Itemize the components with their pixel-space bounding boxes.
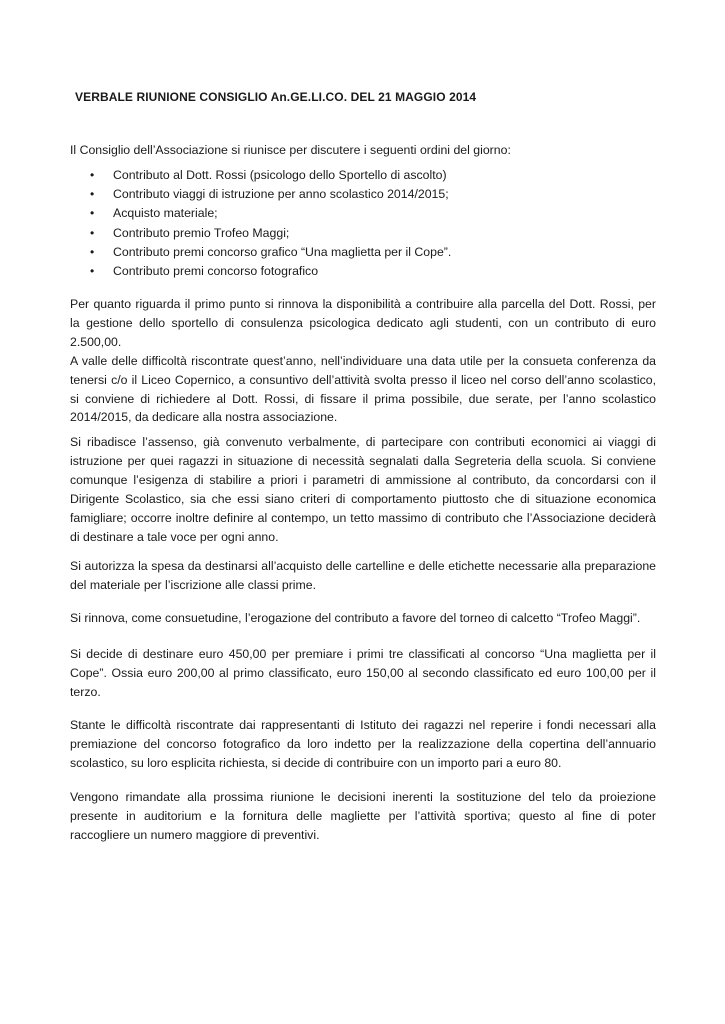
paragraph-line: Stante le difficoltà riscontrate dai rappresentanti di Istituto dei ragazzi nel reperire i fondi necessari alla [70, 718, 656, 732]
agenda-item [70, 224, 451, 243]
agenda-item [70, 204, 451, 223]
paragraph-line: Si autorizza la spesa da destinarsi all’acquisto delle cartelline e delle etichette necessarie alla preparazione [70, 559, 656, 573]
agenda-item [70, 166, 451, 185]
document-title: VERBALE RIUNIONE CONSIGLIO An.GE.LI.CO. DEL 21 MAGGIO 2014 [75, 90, 477, 104]
agenda-item [70, 185, 451, 204]
paragraph-concorso-grafico [70, 645, 656, 702]
paragraph-line: Vengono rimandate alla prossima riunione le decisioni inerenti la sostituzione del telo da proiezione [70, 790, 656, 804]
paragraph-line: si conviene di richiedere al Dott. Rossi, di fissare il prima possibile, due serate, per l’anno scolastico [70, 391, 656, 406]
paragraph-line: A valle delle difficoltà riscontrate quest’anno, nell’individuare una data utile per la consueta conferenza da [70, 353, 656, 368]
paragraph-line: terzo. [70, 684, 101, 699]
agenda-item [70, 243, 451, 262]
bullet-icon: • [90, 263, 95, 278]
bullet-icon: • [90, 206, 95, 221]
agenda-item [70, 262, 451, 281]
paragraph-sportello [70, 295, 656, 427]
paragraph-line: istruzione per quei ragazzi in situazione di necessità segnalati dalla Segreteria della scuola. Si conviene [70, 453, 656, 468]
paragraph-line: presente in auditorium e la fornitura delle magliette per l’attività sportiva; questo al fine di poter [70, 808, 656, 823]
paragraph-line: famigliare; occorre inoltre definire al contempo, un tetto massimo di contributo che l’Associazione deciderà [70, 510, 656, 525]
paragraph-rinvio [70, 788, 656, 845]
paragraph-line: comunque l’esigenza di stabilire a priori i parametri di ammissione al contributo, da concordarsi con il [70, 472, 656, 487]
agenda-item-text: Contributo premi concorso grafico “Una maglietta per il Cope”. [113, 244, 452, 259]
agenda-list [70, 166, 451, 281]
paragraph-trofeo [70, 609, 656, 628]
paragraph-line: di destinare a tale voce per ogni anno. [70, 529, 279, 544]
agenda-item-text: Contributo al Dott. Rossi (psicologo dello Sportello di ascolto) [113, 168, 447, 182]
agenda-item-text: Contributo premio Trofeo Maggi; [113, 225, 290, 240]
paragraph-line: la gestione dello sportello di consulenza psicologica dedicato agli studenti, con un contributo di euro [70, 315, 656, 330]
bullet-icon: • [90, 168, 95, 182]
paragraph-line: tenersi c/o il Liceo Copernico, a consuntivo dell’attività svolta presso il liceo nel corso dell’anno scolastico, [70, 372, 656, 387]
bullet-icon: • [90, 187, 95, 202]
paragraph-line: Si decide di destinare euro 450,00 per premiare i primi tre classificati al concorso “Una maglietta per il [70, 647, 656, 661]
paragraph-line: premiazione del concorso fotografico da loro indetto per la realizzazione della copertina dell’annuario [70, 736, 656, 751]
paragraph-concorso-fotografico [70, 716, 656, 773]
paragraph-line: raccogliere un numero maggiore di preventivi. [70, 827, 320, 842]
paragraph-viaggi [70, 433, 656, 546]
paragraph-line: Per quanto riguarda il primo punto si rinnova la disponibilità a contribuire alla parcella del Dott. Rossi, per [70, 297, 656, 311]
agenda-item-text: Contributo viaggi di istruzione per anno scolastico 2014/2015; [113, 187, 449, 202]
paragraph-line: Si rinnova, come consuetudine, l’erogazione del contributo a favore del torneo di calcetto “Trofeo Maggi”. [70, 611, 641, 625]
paragraph-materiale [70, 557, 656, 595]
agenda-item-text: Contributo premi concorso fotografico [113, 263, 319, 278]
intro-text: Il Consiglio dell’Associazione si riunisce per discutere i seguenti ordini del giorno: [70, 143, 511, 157]
paragraph-line: 2.500,00. [70, 334, 122, 349]
bullet-icon: • [90, 244, 95, 259]
paragraph-line: 2014/2015, da dedicare alla nostra associazione. [70, 410, 338, 425]
paragraph-line: del materiale per l’iscrizione alle classi prime. [70, 577, 317, 592]
paragraph-line: Si ribadisce l’assenso, già convenuto verbalmente, di partecipare con contributi economici ai viaggi di [70, 435, 656, 449]
paragraph-line: Cope”. Ossia euro 200,00 al primo classificato, euro 150,00 al secondo classificato ed euro 100,00 per il [70, 665, 656, 680]
bullet-icon: • [90, 225, 95, 240]
paragraph-line: Dirigente Scolastico, sia che essi siano criteri di comportamento piuttosto che di situazione economica [70, 491, 656, 506]
paragraph-line: scolastico, su loro esplicita richiesta, si decide di contribuire con un importo pari a euro 80. [70, 755, 562, 770]
agenda-item-text: Acquisto materiale; [113, 206, 218, 221]
